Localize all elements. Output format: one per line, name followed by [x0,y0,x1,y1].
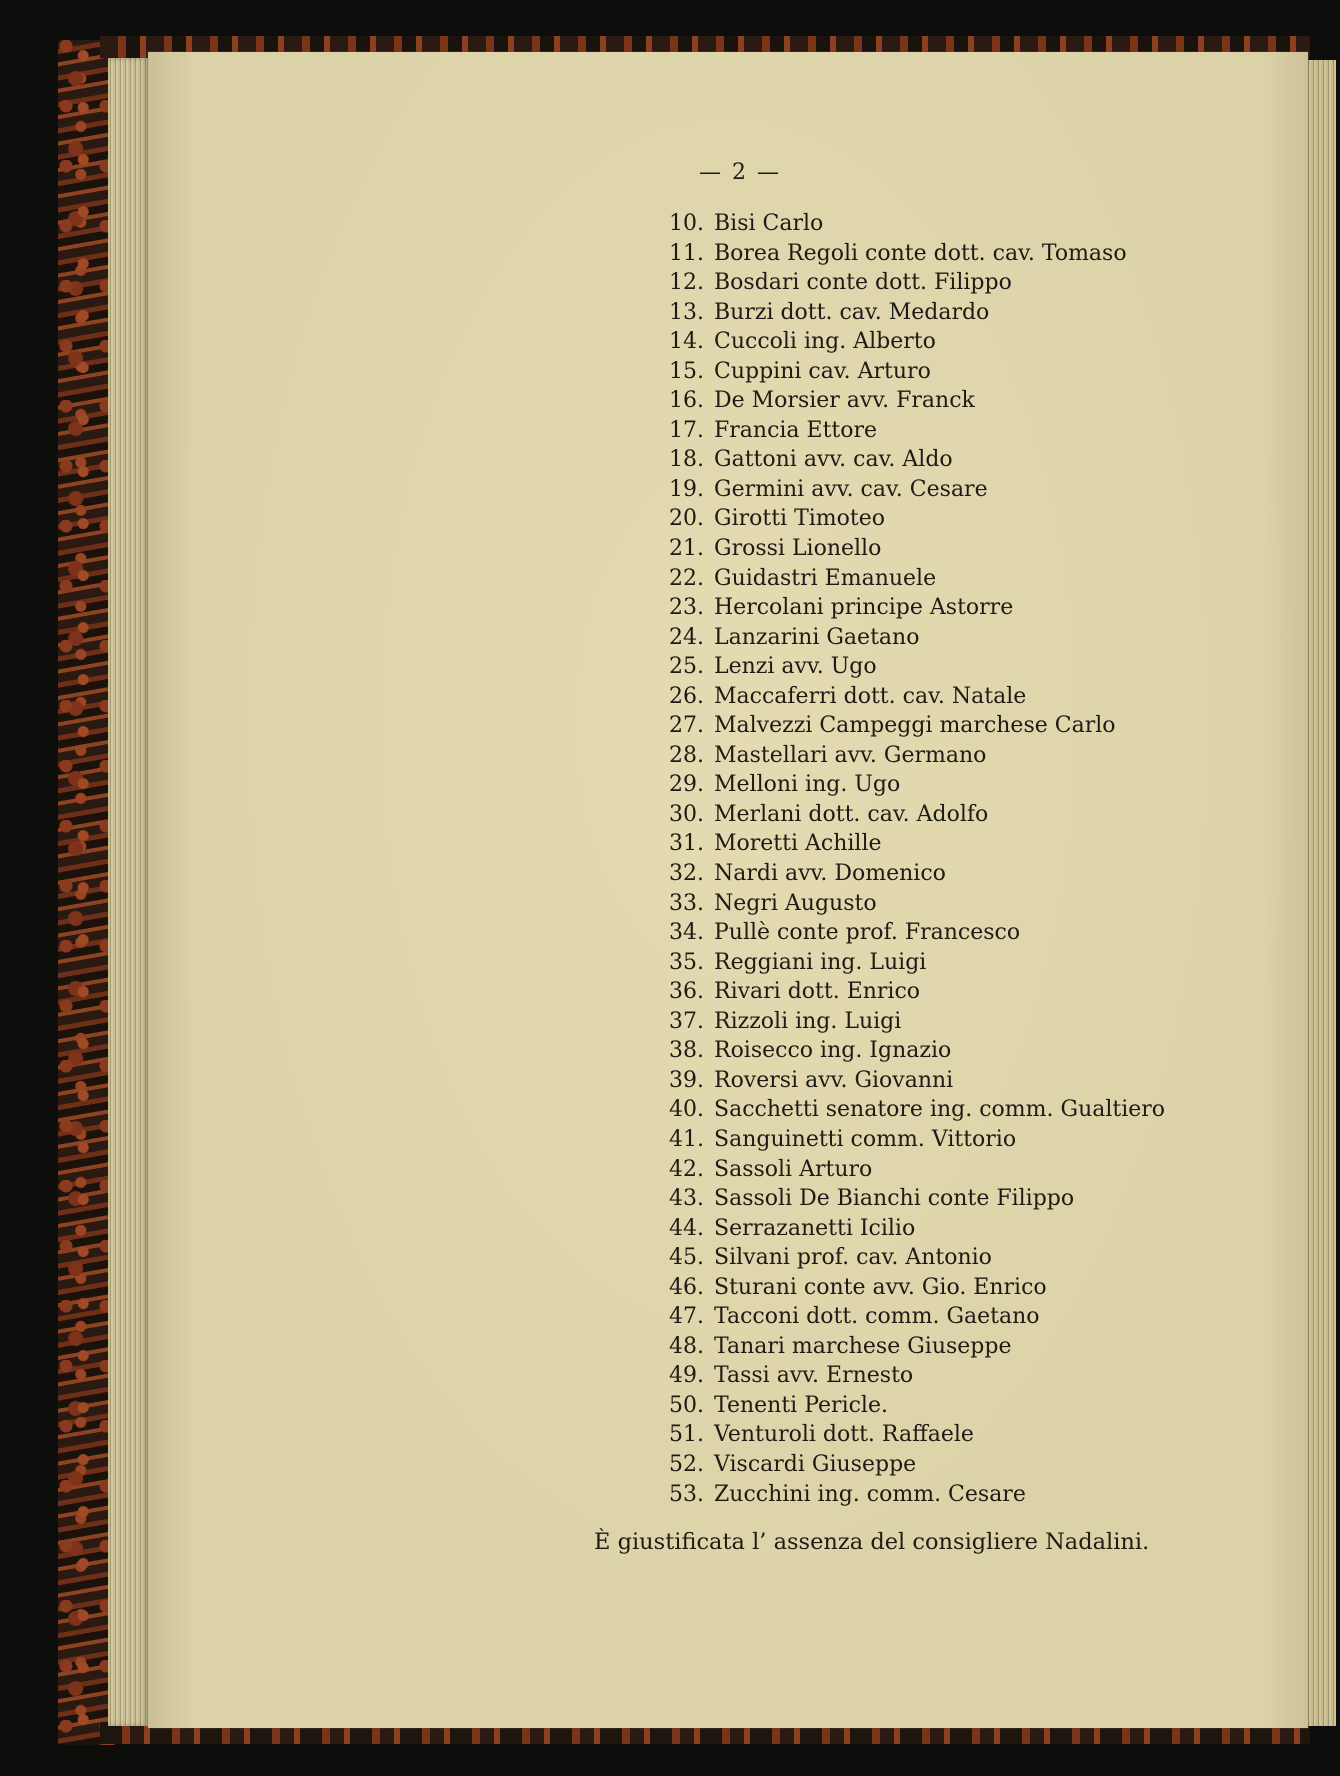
council-members-list [656,209,1165,1509]
member-name: Germini avv. cav. Cesare [714,476,988,502]
member-number: 31. [669,831,704,857]
list-item [656,800,1165,830]
member-name: Borea Regoli conte dott. cav. Tomaso [714,240,1127,266]
member-number: 35. [669,949,704,975]
list-item [656,1066,1165,1096]
list-item [656,889,1165,919]
member-number: 12. [669,270,704,296]
list-item [656,1036,1165,1066]
member-name: Lanzarini Gaetano [714,624,920,650]
member-name: Guidastri Emanuele [714,565,937,591]
member-number: 17. [669,417,704,443]
list-item [656,918,1165,948]
member-name: Silvani prof. cav. Antonio [714,1245,992,1271]
absence-note: È giustificata l’ assenza del consigliere Nadalini. [594,1529,1150,1555]
member-name: Sturani conte avv. Gio. Enrico [714,1274,1047,1300]
list-item [656,829,1165,859]
member-number: 22. [669,565,704,591]
list-item [656,1450,1165,1480]
list-item [656,475,1165,505]
member-number: 28. [669,742,704,768]
member-number: 36. [669,979,704,1005]
list-item [656,1125,1165,1155]
member-number: 10. [669,211,704,236]
member-name: Lenzi avv. Ugo [714,654,877,680]
member-number: 49. [669,1363,704,1389]
list-item [656,1155,1165,1185]
list-item [656,652,1165,682]
list-item [656,416,1165,446]
member-number: 21. [669,536,704,562]
member-number: 48. [669,1333,704,1359]
book-page [148,52,1308,1728]
list-item [656,357,1165,387]
member-number: 29. [669,772,704,798]
member-name: Reggiani ing. Luigi [714,949,927,975]
member-number: 24. [669,624,704,650]
member-name: Grossi Lionello [714,536,882,562]
list-item [656,859,1165,889]
member-number: 39. [669,1067,704,1093]
member-number: 42. [669,1156,704,1182]
member-number: 11. [669,240,704,266]
member-name: Hercolani principe Astorre [714,595,1014,621]
member-name: De Morsier avv. Franck [714,388,975,414]
member-name: Merlani dott. cav. Adolfo [714,801,989,827]
member-number: 43. [669,1186,704,1212]
member-number: 50. [669,1392,704,1418]
member-name: Roversi avv. Giovanni [714,1067,954,1093]
list-item [656,534,1165,564]
list-item [656,770,1165,800]
list-item [656,977,1165,1007]
list-item [656,1214,1165,1244]
member-number: 30. [669,801,704,827]
member-name: Francia Ettore [714,417,878,443]
member-name: Bosdari conte dott. Filippo [714,270,1012,296]
member-name: Cuccoli ing. Alberto [714,329,936,355]
member-name: Negri Augusto [714,890,877,916]
list-item [656,1361,1165,1391]
member-name: Tassi avv. Ernesto [714,1363,914,1389]
member-name: Tanari marchese Giuseppe [714,1333,1012,1359]
member-name: Bisi Carlo [714,211,824,236]
list-item [656,1420,1165,1450]
member-number: 20. [669,506,704,532]
list-item [656,741,1165,771]
member-name: Nardi avv. Domenico [714,861,946,887]
member-number: 52. [669,1451,704,1477]
member-name: Maccaferri dott. cav. Natale [714,683,1027,709]
member-number: 41. [669,1126,704,1152]
list-item [656,564,1165,594]
list-item [656,209,1165,239]
member-number: 37. [669,1008,704,1034]
member-name: Roisecco ing. Ignazio [714,1038,952,1064]
member-name: Sassoli Arturo [714,1156,873,1182]
page-edges-left [108,58,150,1726]
member-number: 44. [669,1215,704,1241]
member-name: Rizzoli ing. Luigi [714,1008,902,1034]
list-item [656,1480,1165,1510]
page-number: — 2 — [699,160,781,185]
member-name: Mastellari avv. Germano [714,742,987,768]
list-item [656,623,1165,653]
member-number: 47. [669,1304,704,1330]
member-number: 45. [669,1245,704,1271]
member-number: 14. [669,329,704,355]
page-edges-right [1306,60,1336,1726]
member-number: 27. [669,713,704,739]
member-number: 16. [669,388,704,414]
member-number: 19. [669,476,704,502]
member-name: Moretti Achille [714,831,882,857]
list-item [656,1332,1165,1362]
member-name: Pullè conte prof. Francesco [714,920,1021,946]
list-item [656,1243,1165,1273]
member-name: Sacchetti senatore ing. comm. Gualtiero [714,1097,1166,1123]
member-number: 33. [669,890,704,916]
list-item [656,239,1165,269]
member-name: Malvezzi Campeggi marchese Carlo [714,713,1116,739]
member-number: 51. [669,1422,704,1448]
list-item [656,1391,1165,1421]
list-item [656,386,1165,416]
list-item [656,948,1165,978]
member-name: Sanguinetti comm. Vittorio [714,1126,1017,1152]
member-number: 18. [669,447,704,473]
member-number: 26. [669,683,704,709]
member-number: 15. [669,358,704,384]
list-item [656,327,1165,357]
member-name: Gattoni avv. cav. Aldo [714,447,953,473]
list-item [656,1095,1165,1125]
list-item [656,1184,1165,1214]
member-name: Sassoli De Bianchi conte Filippo [714,1186,1075,1212]
member-number: 46. [669,1274,704,1300]
member-number: 34. [669,920,704,946]
member-number: 32. [669,861,704,887]
list-item [656,593,1165,623]
member-name: Tenenti Pericle. [714,1392,888,1418]
member-number: 25. [669,654,704,680]
member-name: Venturoli dott. Raffaele [714,1422,974,1448]
member-name: Girotti Timoteo [714,506,886,532]
list-item [656,268,1165,298]
member-number: 23. [669,595,704,621]
member-name: Serrazanetti Icilio [714,1215,916,1241]
list-item [656,711,1165,741]
list-item [656,1302,1165,1332]
member-number: 38. [669,1038,704,1064]
member-name: Viscardi Giuseppe [714,1451,917,1477]
list-item [656,445,1165,475]
list-item [656,504,1165,534]
member-name: Cuppini cav. Arturo [714,358,931,384]
list-item [656,298,1165,328]
member-number: 40. [669,1097,704,1123]
list-item [656,1007,1165,1037]
list-item [656,1273,1165,1303]
member-number: 13. [669,299,704,325]
member-name: Burzi dott. cav. Medardo [714,299,990,325]
member-name: Zucchini ing. comm. Cesare [714,1481,1026,1507]
member-name: Rivari dott. Enrico [714,979,921,1005]
member-name: Tacconi dott. comm. Gaetano [714,1304,1040,1330]
list-item [656,682,1165,712]
member-number: 53. [669,1481,704,1507]
member-name: Melloni ing. Ugo [714,772,901,798]
